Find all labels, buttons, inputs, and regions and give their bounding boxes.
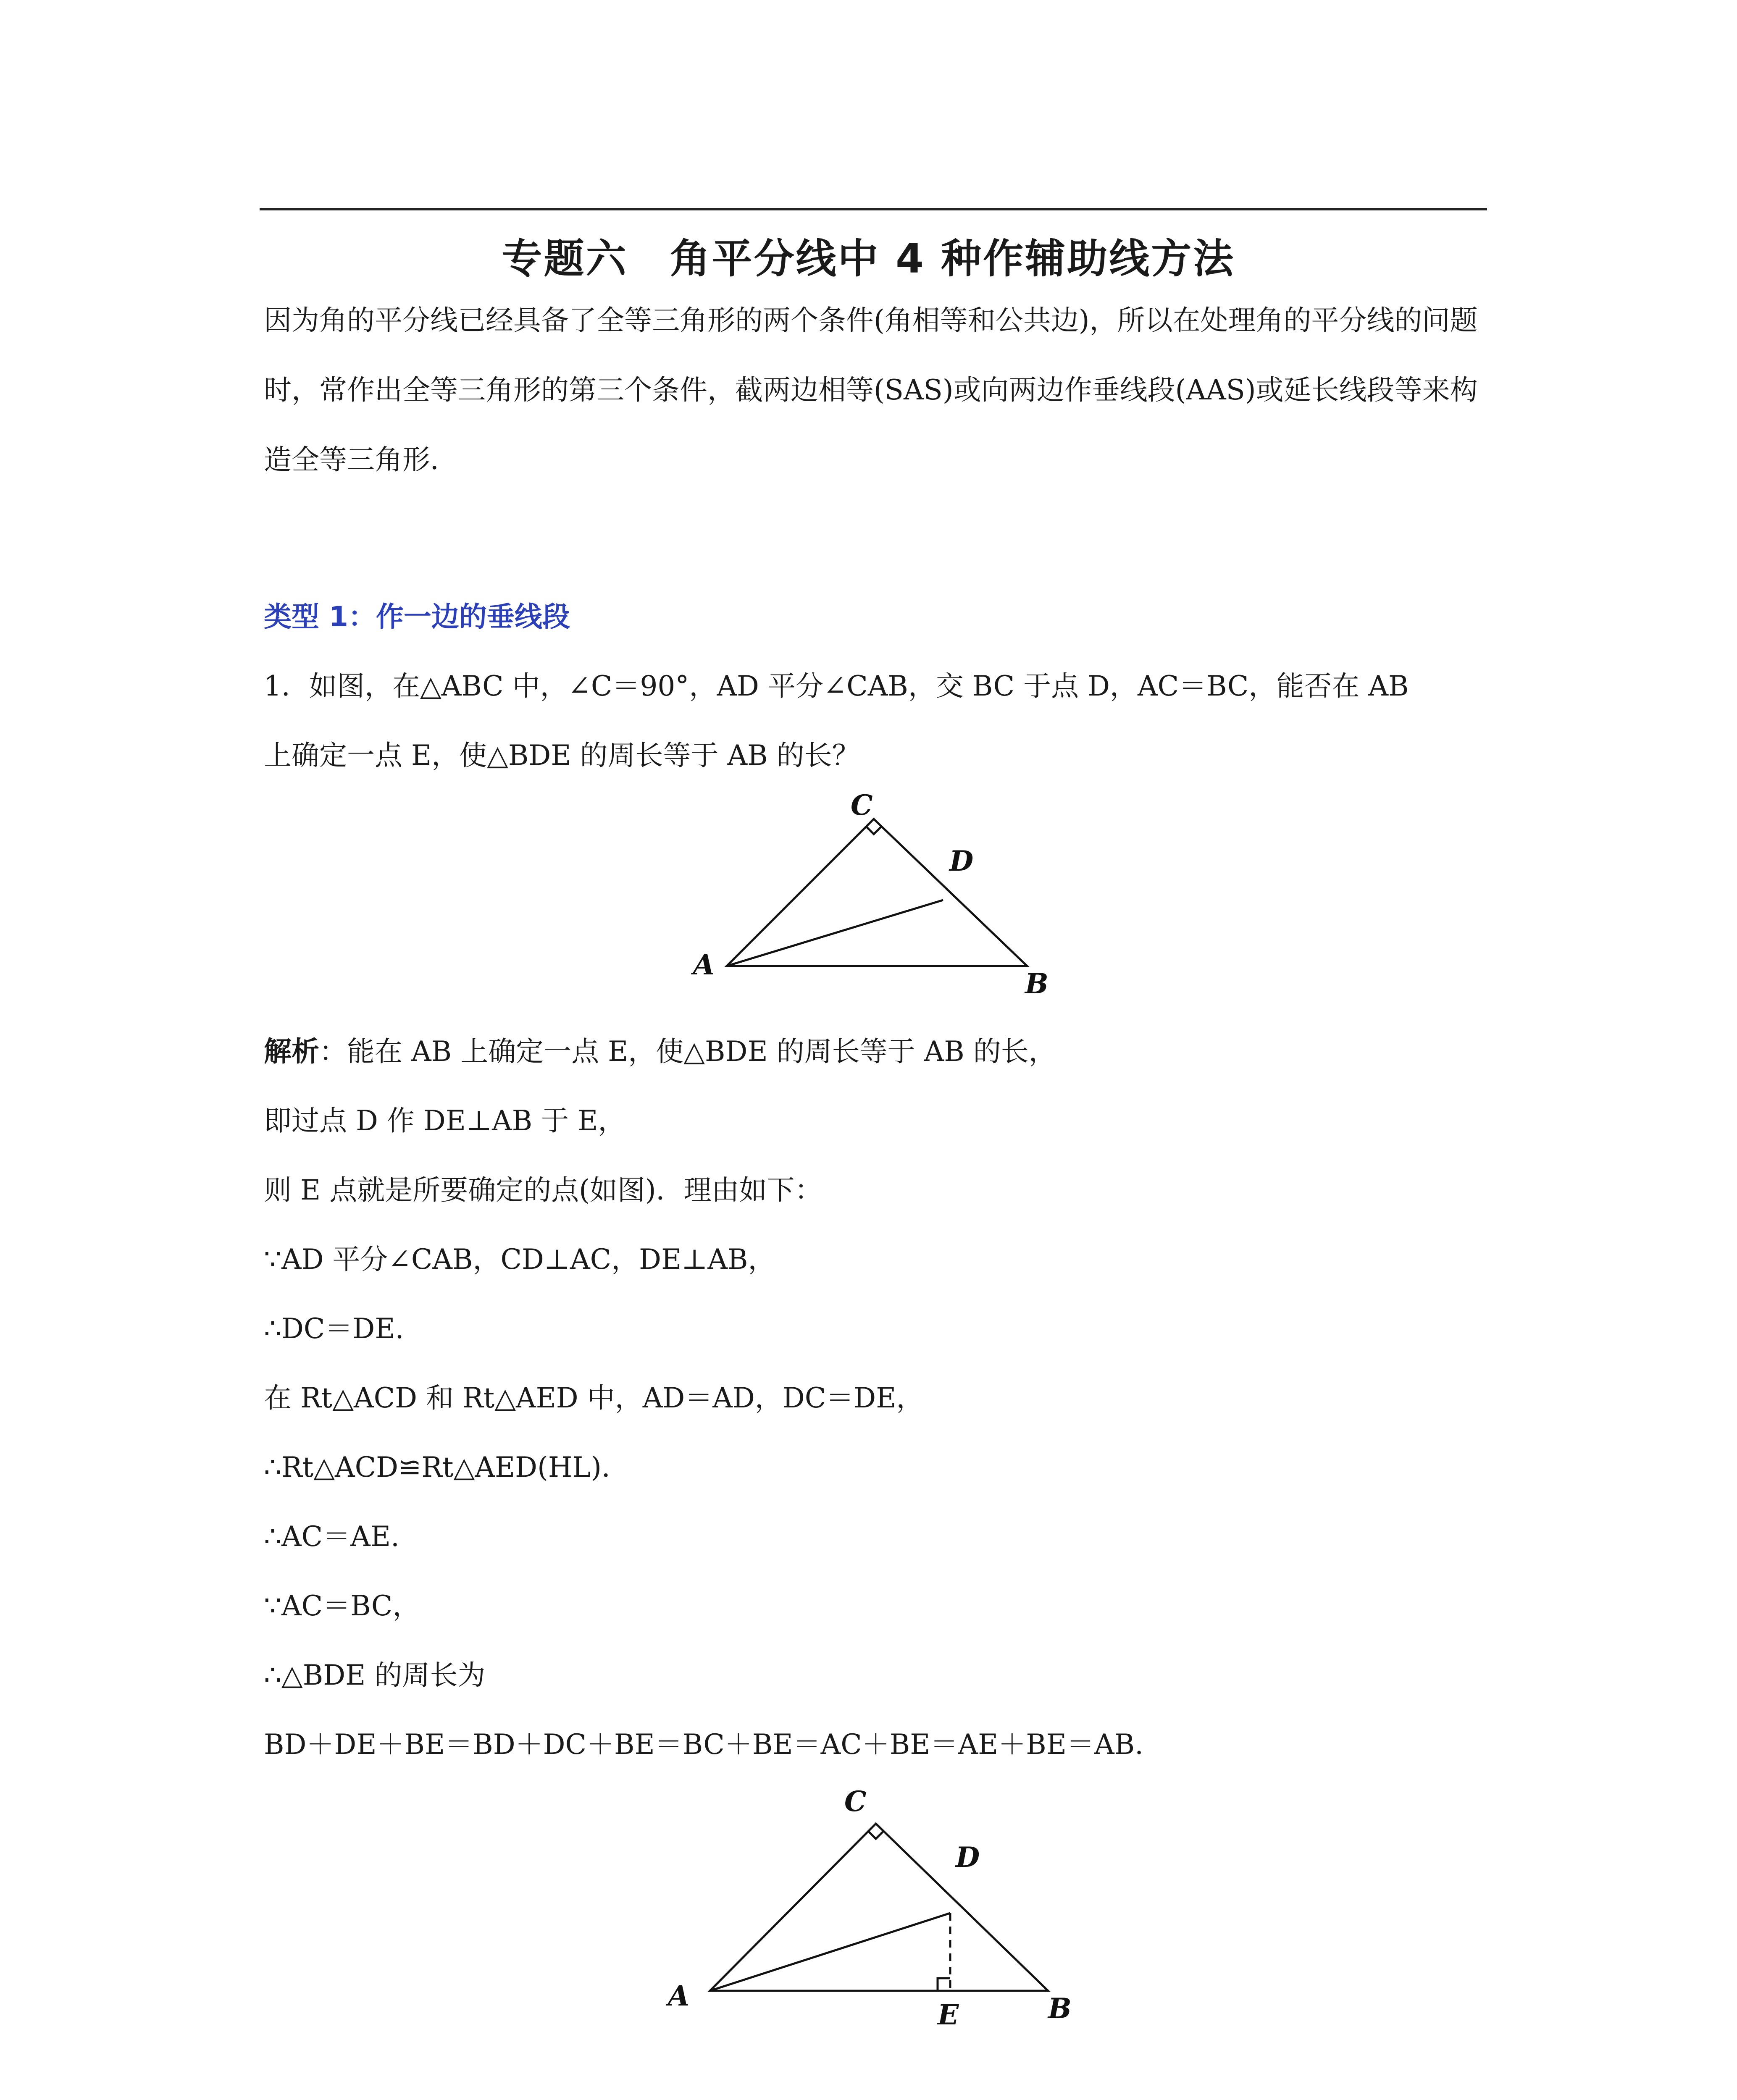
- solution-line-4: ∵AD 平分∠CAB，CD⊥AC，DE⊥AB，: [264, 1243, 776, 1276]
- solution-line-1-text: ：能在 AB 上确定一点 E，使△BDE 的周长等于 AB 的长，: [319, 1035, 1056, 1068]
- label-c: C: [851, 789, 873, 822]
- label-d-2: D: [956, 1841, 980, 1874]
- label-c-2: C: [844, 1785, 867, 1818]
- solution-label: 解析: [264, 1035, 319, 1068]
- solution-line-11: BD＋DE＋BE＝BD＋DC＋BE＝BC＋BE＝AC＋BE＝AE＋BE＝AB.: [264, 1728, 1144, 1761]
- label-d: D: [949, 845, 974, 877]
- solution-line-7: ∴Rt△ACD≌Rt△AED(HL)．: [264, 1451, 629, 1483]
- right-angle-mark-c: [866, 827, 881, 834]
- label-a-2: A: [668, 1979, 690, 2012]
- problem-line-2: 上确定一点 E，使△BDE 的周长等于 AB 的长？: [264, 739, 860, 772]
- solution-line-5: ∴DC＝DE.: [264, 1312, 404, 1345]
- label-e: E: [938, 1998, 959, 2031]
- section-heading: 类型 1：作一边的垂线段: [264, 601, 570, 633]
- label-b-2: B: [1048, 1992, 1072, 2025]
- figure-2-triangle: [655, 1777, 1096, 2037]
- figure-1-triangle: [681, 781, 1059, 1004]
- solution-line-1: [264, 1029, 1056, 1069]
- right-angle-mark-c-2: [868, 1831, 883, 1839]
- right-angle-mark-e: [938, 1978, 950, 1991]
- triangle-abc-2: [710, 1824, 1048, 1991]
- solution-line-8: ∴AC＝AE.: [264, 1520, 399, 1553]
- top-rule: [260, 208, 1487, 210]
- solution-line-3: 则 E 点就是所要确定的点(如图)．理由如下：: [264, 1174, 823, 1206]
- intro-paragraph: 因为角的平分线已经具备了全等三角形的两个条件(角相等和公共边)，所以在处理角的平分线的问题时，常作出全等三角形的第三个条件，截两边相等(SAS)或向两边作垂线段(AAS)或延长线段等来构造全等三角形．: [264, 304, 1478, 476]
- segment-ad-2: [710, 1913, 950, 1991]
- triangle-abc: [727, 819, 1027, 966]
- problem-line-1: 1．如图，在△ABC 中，∠C＝90°，AD 平分∠CAB，交 BC 于点 D，AC＝BC，能否在 AB: [264, 670, 1409, 702]
- label-a: A: [693, 948, 715, 981]
- solution-line-6: 在 Rt△ACD 和 Rt△AED 中，AD＝AD，DC＝DE，: [264, 1382, 924, 1414]
- solution-line-2: 即过点 D 作 DE⊥AB 于 E，: [264, 1105, 626, 1137]
- solution-line-10: ∴△BDE 的周长为: [264, 1659, 486, 1691]
- label-b: B: [1025, 967, 1049, 1000]
- page-title: 专题六 角平分线中 4 种作辅助线方法: [502, 235, 1235, 282]
- solution-line-9: ∵AC＝BC，: [264, 1590, 420, 1622]
